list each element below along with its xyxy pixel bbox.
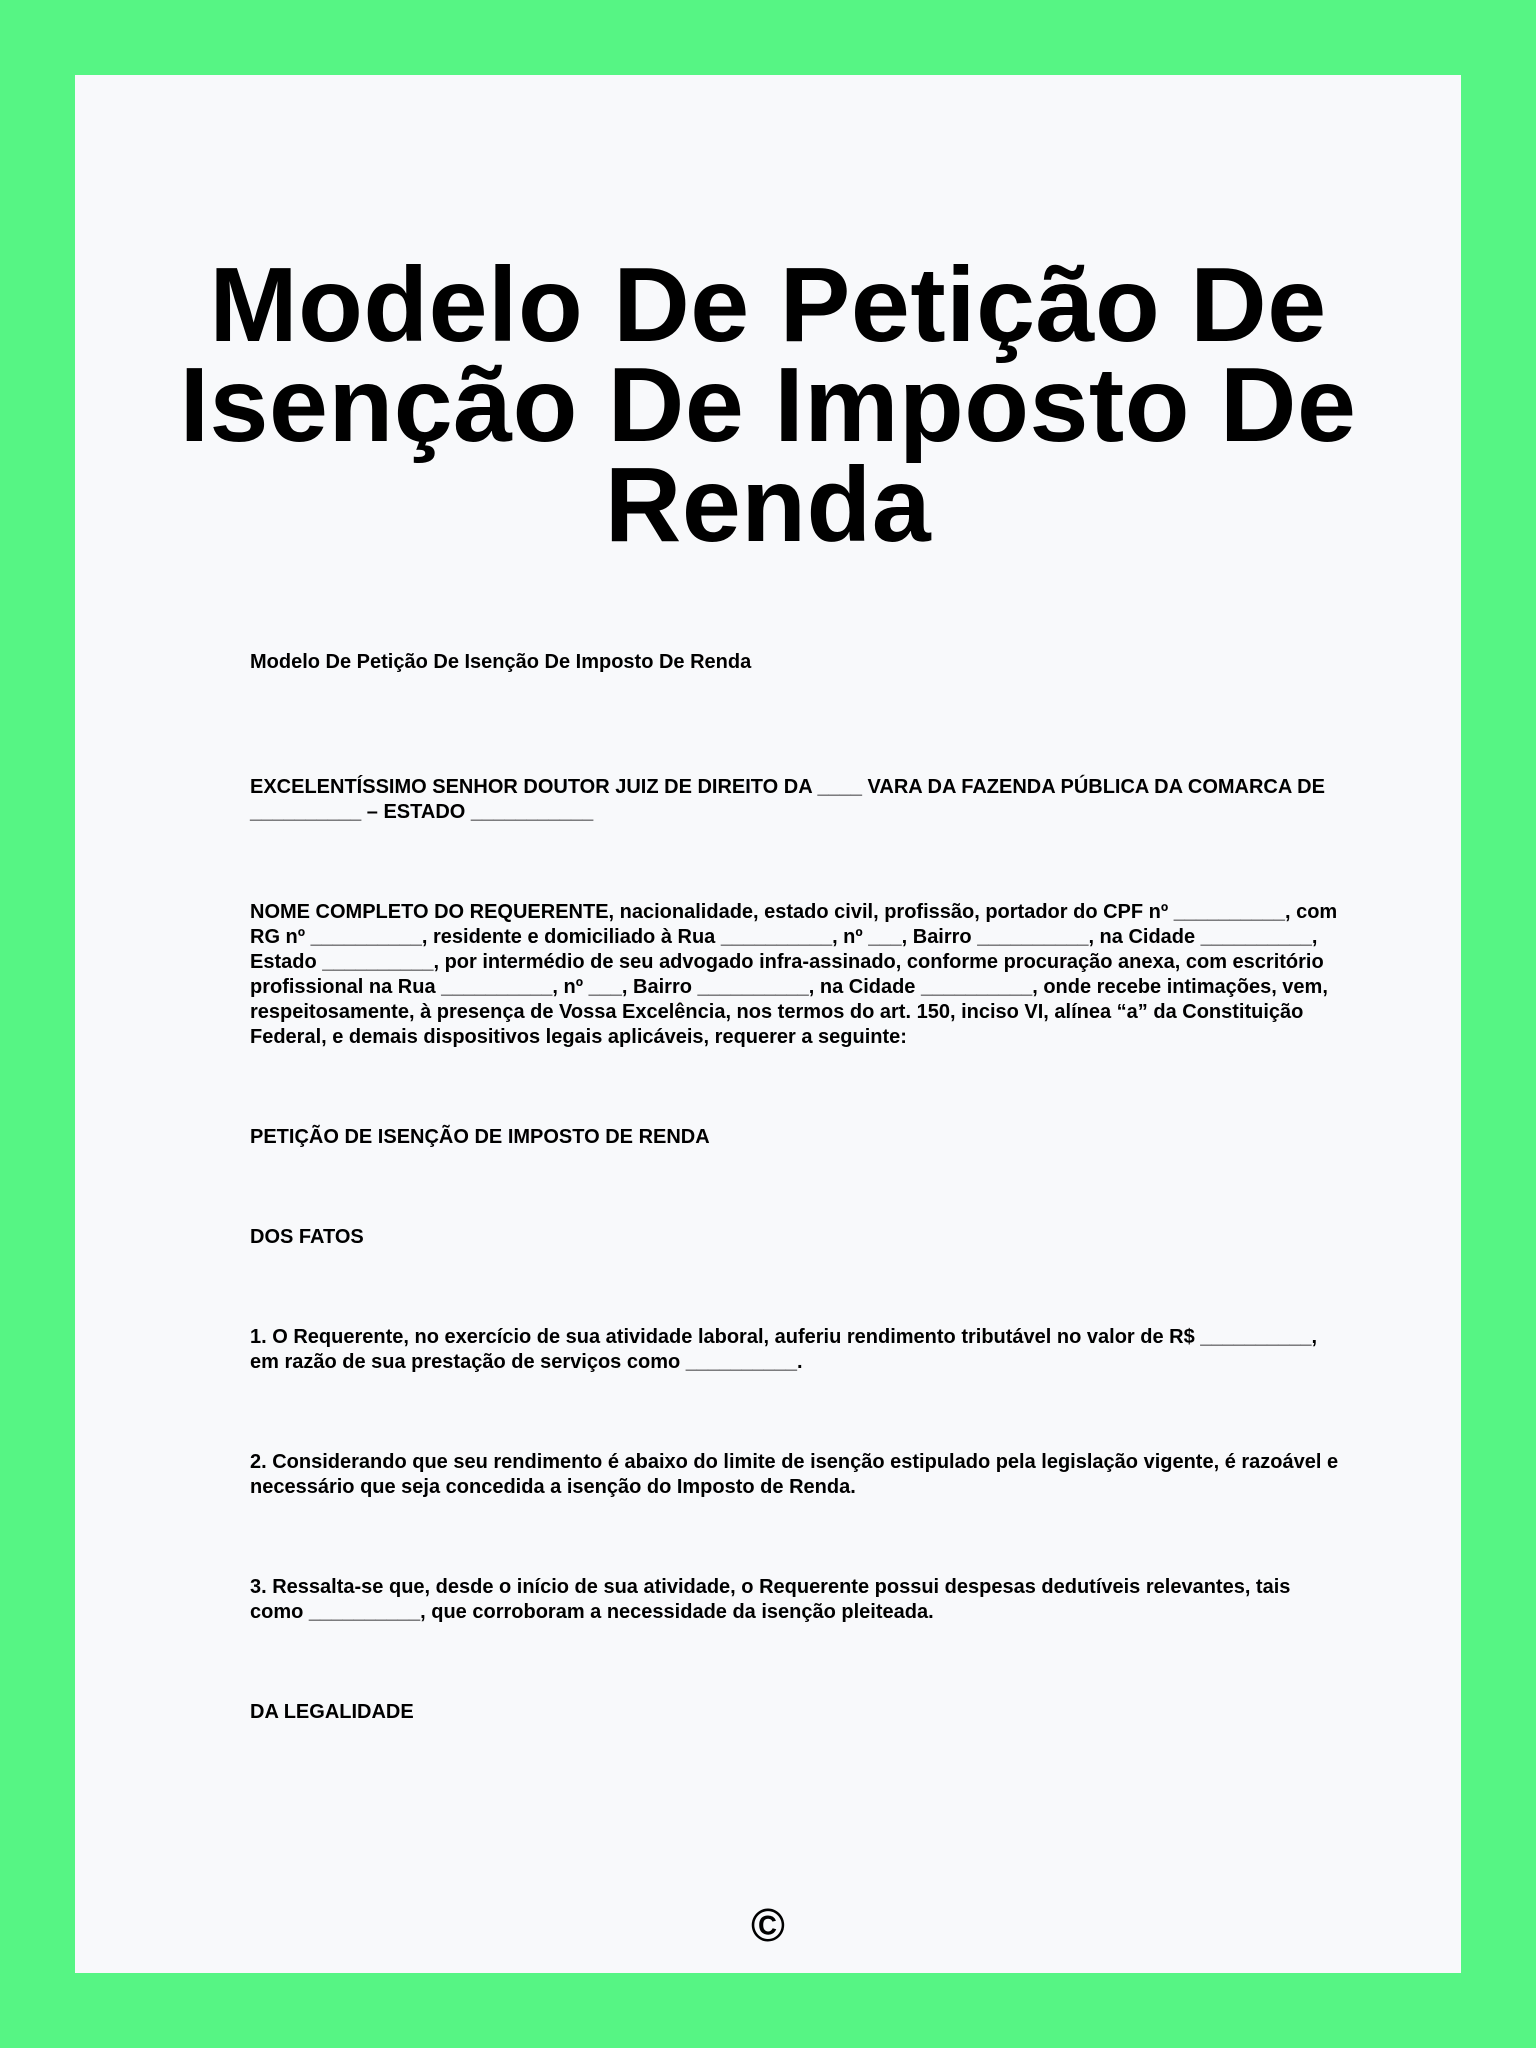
fact-item-2: 2. Considerando que seu rendimento é abaixo do limite de isenção estipulado pela legislação vigente, é razoável e necessário que seja concedida a isenção do Imposto de Renda. bbox=[250, 1451, 1339, 1498]
document-title: Modelo De Petição De Isenção De Imposto De Renda bbox=[179, 246, 1357, 564]
document-body bbox=[250, 650, 1340, 1725]
fact-item-3: 3. Ressalta-se que, desde o início de sua atividade, o Requerente possui despesas dedutíveis relevantes, tais como __________, que corroboram a necessidade da isenção pleiteada. bbox=[250, 1576, 1291, 1623]
facts-heading: DOS FATOS bbox=[250, 1226, 364, 1248]
copyright-icon: © bbox=[751, 1899, 785, 1951]
legality-heading: DA LEGALIDADE bbox=[250, 1701, 414, 1723]
document-page bbox=[75, 75, 1461, 1973]
petition-heading: PETIÇÃO DE ISENÇÃO DE IMPOSTO DE RENDA bbox=[250, 1126, 710, 1148]
court-header: EXCELENTÍSSIMO SENHOR DOUTOR JUIZ DE DIREITO DA ____ VARA DA FAZENDA PÚBLICA DA COMARCA DE __________ – ESTADO ___________ bbox=[250, 776, 1325, 823]
document-subtitle: Modelo De Petição De Isenção De Imposto De Renda bbox=[250, 651, 752, 673]
party-qualification-paragraph: NOME COMPLETO DO REQUERENTE, nacionalidade, estado civil, profissão, portador do CPF nº __________, com RG nº __________, residente e domiciliado à Rua __________, nº ___, Bairro __________, na Cidade __________, Estado __________, por intermédio de seu advogado infra-assinado, conforme procuração anexa, com escritório profissional na Rua __________, nº ___, Bairro __________, na Cidade __________, onde recebe intimações, vem, respeitosamente, à presença de Vossa Excelência, nos termos do art. 150, inciso VI, alínea “a” da Constituição Federal, e demais dispositivos legais aplicáveis, requerer a seguinte: bbox=[250, 901, 1338, 1048]
fact-item-1: 1. O Requerente, no exercício de sua atividade laboral, auferiu rendimento tributável no valor de R$ __________, em razão de sua prestação de serviços como __________. bbox=[250, 1326, 1318, 1373]
